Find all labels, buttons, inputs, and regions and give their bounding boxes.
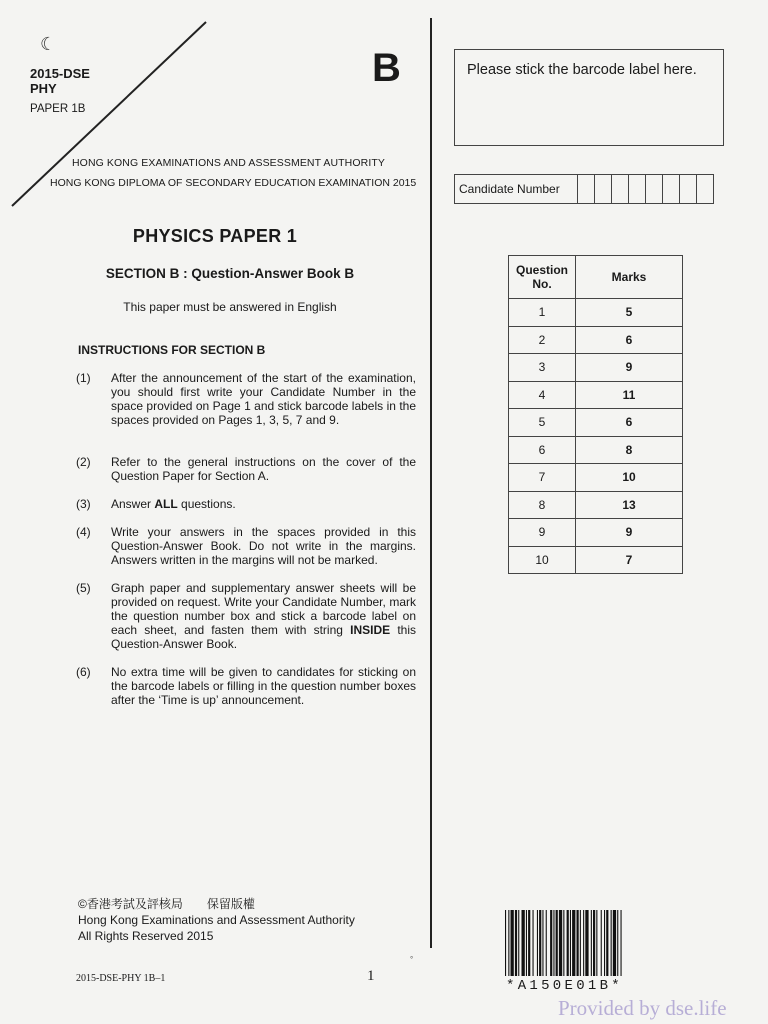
instruction-number: (1)	[76, 371, 91, 385]
table-row	[509, 326, 683, 354]
section-letter: B	[372, 46, 401, 90]
instruction-item	[76, 525, 416, 567]
table-row	[509, 299, 683, 327]
question-number: 4	[509, 381, 576, 409]
vertical-divider	[430, 18, 432, 948]
question-marks: 7	[576, 546, 683, 574]
table-row	[509, 464, 683, 492]
question-marks: 13	[576, 491, 683, 519]
instruction-text: Write your answers in the spaces provided in this Question-Answer Book. Do not write in the margins. Answers written in the margins will not be marked.	[111, 525, 416, 567]
question-marks: 9	[576, 354, 683, 382]
instruction-text: No extra time will be given to candidates for sticking on the barcode labels or filling in the question number boxes after the ‘Time is up’ announcement.	[111, 665, 416, 707]
instruction-text: After the announcement of the start of the examination, you should first write your Candidate Number in the space provided on Page 1 and stick barcode labels in the spaces provided on Pages 1, 3, 5, 7 and 9.	[111, 371, 416, 427]
authority-name: HONG KONG EXAMINATIONS AND ASSESSMENT AUTHORITY	[72, 157, 385, 169]
question-marks: 6	[576, 409, 683, 437]
page-number: 1	[367, 968, 375, 984]
candidate-number-digit-box	[612, 175, 629, 203]
barcode-label-instruction: Please stick the barcode label here.	[467, 62, 697, 78]
instruction-item	[76, 371, 416, 427]
table-row	[509, 491, 683, 519]
table-row	[509, 381, 683, 409]
table-header-row	[509, 256, 683, 299]
instruction-text: Refer to the general instructions on the cover of the Question Paper for Section A.	[111, 455, 416, 483]
table-row	[509, 546, 683, 574]
candidate-number-field	[454, 174, 714, 204]
table-row	[509, 409, 683, 437]
scan-mark: °	[410, 955, 414, 964]
table-row	[509, 354, 683, 382]
question-number: 2	[509, 326, 576, 354]
language-note: This paper must be answered in English	[123, 300, 337, 314]
instruction-item	[76, 665, 416, 707]
instruction-text: Graph paper and supplementary answer sheets will be provided on request. Write your Candidate Number, mark the question number box and stick a barcode label on each sheet, and fasten them with string INSIDE this Question-Answer Book.	[111, 581, 416, 651]
candidate-number-digit-box	[680, 175, 697, 203]
question-number: 3	[509, 354, 576, 382]
candidate-number-digit-box	[629, 175, 646, 203]
question-number: 10	[509, 546, 576, 574]
question-marks: 8	[576, 436, 683, 464]
instruction-item	[76, 455, 416, 483]
question-marks: 9	[576, 519, 683, 547]
footer-code: 2015-DSE-PHY 1B–1	[76, 973, 166, 984]
instruction-number: (2)	[76, 455, 91, 469]
question-marks: 6	[576, 326, 683, 354]
instruction-number: (5)	[76, 581, 91, 595]
subject-code: PHY	[30, 81, 57, 96]
exam-name: HONG KONG DIPLOMA OF SECONDARY EDUCATION EXAMINATION 2015	[50, 177, 417, 189]
copyright-rights: All Rights Reserved 2015	[78, 929, 214, 943]
question-number: 7	[509, 464, 576, 492]
copyright-authority: Hong Kong Examinations and Assessment Authority	[78, 913, 355, 927]
question-number: 5	[509, 409, 576, 437]
paper-title: PHYSICS PAPER 1	[132, 226, 298, 246]
question-no-header: Question No.	[509, 256, 576, 299]
marks-table	[508, 255, 683, 574]
barcode-text: *A150E01B*	[506, 978, 624, 994]
instruction-number: (4)	[76, 525, 91, 539]
instruction-number: (3)	[76, 497, 91, 511]
candidate-number-digit-box	[578, 175, 595, 203]
candidate-number-digit-box	[595, 175, 612, 203]
copyright-chinese: ©香港考試及評核局 保留版權	[78, 897, 255, 911]
question-number: 6	[509, 436, 576, 464]
question-marks: 10	[576, 464, 683, 492]
question-number: 9	[509, 519, 576, 547]
exam-code: 2015-DSE	[30, 66, 90, 81]
barcode-label-box	[454, 49, 724, 146]
instruction-item	[76, 497, 416, 511]
instructions-heading: INSTRUCTIONS FOR SECTION B	[78, 343, 266, 357]
hkeaa-logo-icon: ☾	[40, 34, 57, 55]
paper-code: PAPER 1B	[30, 103, 86, 115]
marks-header: Marks	[576, 256, 683, 299]
candidate-number-label: Candidate Number	[455, 175, 578, 203]
question-number: 8	[509, 491, 576, 519]
instruction-text: Answer ALL questions.	[111, 497, 236, 511]
question-number: 1	[509, 299, 576, 327]
watermark: Provided by dse.life	[558, 996, 727, 1020]
candidate-number-digit-box	[646, 175, 663, 203]
barcode-image	[505, 910, 723, 976]
section-title: SECTION B : Question-Answer Book B	[105, 266, 355, 281]
candidate-number-digit-box	[663, 175, 680, 203]
candidate-number-digit-box	[697, 175, 713, 203]
question-marks: 11	[576, 381, 683, 409]
table-row	[509, 436, 683, 464]
table-row	[509, 519, 683, 547]
instruction-item	[76, 581, 416, 651]
question-marks: 5	[576, 299, 683, 327]
instruction-number: (6)	[76, 665, 91, 679]
